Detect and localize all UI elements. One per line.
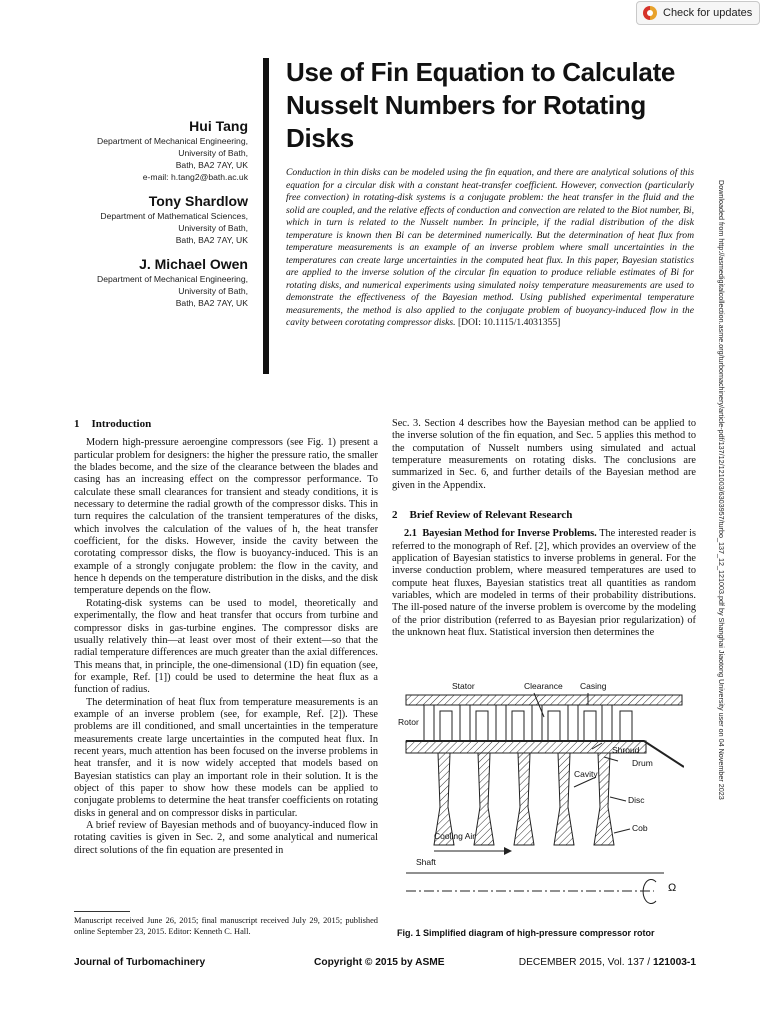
right-column — [392, 418, 696, 640]
figure-1 — [394, 677, 684, 917]
figure-caption: Fig. 1 Simplified diagram of high-pressure compressor rotor — [397, 928, 655, 938]
section-2-heading — [392, 509, 696, 521]
crossmark-icon — [643, 6, 657, 20]
label-stator: Stator — [452, 681, 475, 691]
issue-info — [519, 957, 696, 968]
author-1 — [90, 117, 248, 183]
author-name: J. Michael Owen — [139, 256, 248, 272]
subsection-title: Bayesian Method for Inverse Problems. — [422, 528, 597, 540]
affiliation-line: Department of Mechanical Engineering, — [97, 274, 248, 284]
paragraph — [392, 528, 696, 639]
author-affiliation — [90, 273, 248, 309]
paper-title: Use of Fin Equation to Calculate Nusselt Numbers for Rotating Disks — [286, 57, 676, 153]
paragraph: Rotating-disk systems can be used to model, theoretically and experimentally, the flow and heat transfer that occurs from turbine and compressor disks in gas-turbine engines. The compressor disks are usually relatively thin—at least over most of their extent—so that the radial temperature differences are much greater than the axial differences. This means that, in principle, the one-dimensional (1D) fin equation (see, for example, Ref. [1]) could be used to determine the heat flux as a function of radius. — [74, 597, 378, 696]
compressor-rotor-diagram — [394, 677, 684, 917]
subsection-number: 2.1 — [404, 528, 417, 540]
page-footer — [74, 957, 696, 971]
affiliation-line: University of Bath, — [178, 223, 248, 233]
author-name: Tony Shardlow — [148, 193, 248, 209]
journal-name: Journal of Turbomachinery — [74, 957, 206, 968]
label-cavity: Cavity — [574, 769, 598, 779]
author-3 — [90, 255, 248, 309]
author-affiliation — [90, 210, 248, 246]
doi-link[interactable]: [DOI: 10.1115/1.4031355] — [457, 317, 561, 328]
label-cooling-air: Cooling Air — [434, 831, 476, 841]
affiliation-line: Bath, BA2 7AY, UK — [175, 160, 248, 170]
side-note-text: Downloaded from http://asmedigitalcollection.asme.org/turbomachinery/article-pdf/137/12/121003/6303957/turbo_137_12_121003.pdf by Shanghai Jiaotong University user on 04 November 2023 — [717, 180, 726, 800]
section-number: 1 — [74, 418, 80, 430]
label-cob: Cob — [632, 823, 648, 833]
label-casing: Casing — [580, 681, 607, 691]
subsection-text: The interested reader is referred to the monograph of Ref. [2], which provides an overview of the application of Bayesian statistics to inverse problems in general. For the inverse conduction problem, where measured temperatures are used to compute heat fluxes, Bayesian statistics treat all quantities as random variables, which are modeled in terms of their probability distributions. The ill-posed nature of the inverse problem is overcome by the modeling of the prior distribution (referred to as Bayesian prior regularization) of the unknown heat flux. Statistical inversion then determines the — [392, 528, 697, 639]
label-shroud: Shroud — [612, 745, 640, 755]
copyright: Copyright © 2015 by ASME — [314, 957, 445, 968]
paragraph: Sec. 3. Section 4 describes how the Bayesian method can be applied to the inverse solution of the fin equation, and Sec. 5 applies this method to the computation of Nusselt numbers using simulated and actual temperature measurements on rotating disks. The conclusions are summarized in Sec. 6, and further details of the Bayesian method are given in the Appendix. — [392, 418, 696, 491]
title-rule — [263, 58, 269, 374]
label-rotor: Rotor — [398, 717, 419, 727]
affiliation-line: Bath, BA2 7AY, UK — [175, 235, 248, 245]
author-block — [90, 117, 248, 309]
paragraph: A brief review of Bayesian methods and of buoyancy-induced flow in rotating cavities is given in Sec. 2, and some analytical and numerical direct solutions of the fin equation are presented in — [74, 820, 378, 856]
footnote-rule — [74, 911, 130, 912]
abstract-text: Conduction in thin disks can be modeled using the fin equation, and there are analytical solutions of this equation for a circular disk with a constant heat-transfer coefficient. However, convection (particularly free convection) in rotating-disk systems is a conjugate problem: the heat transfer in the fluid and the solid are coupled, and the relative effects of conduction and convection are related to the Biot number, Bi, which in turn is related to the Nusselt number. In principle, if the radial distribution of the disk temperature is known then Bi can be determined numerically. But the determination of heat flux from temperature measurements is an example of an inverse problem where small uncertainties in the temperatures can create large uncertainties in the computed heat flux. In this paper, Bayesian statistics are applied to the inverse solution of the circular fin equation to produce reliable estimates of Bi for rotating disks, and numerical experiments using simulated noisy temperature measurements are used to demonstrate the effectiveness of the Bayesian method. Using published experimental temperature measurements, the method is also applied to the conjugate problem of buoyancy-induced flow in the cavity between corotating compressor disks. — [286, 167, 694, 328]
affiliation-line: Department of Mathematical Sciences, — [100, 211, 248, 221]
section-number: 2 — [392, 509, 398, 522]
section-title: Brief Review of Relevant Research — [409, 509, 573, 522]
affiliation-line: University of Bath, — [178, 286, 248, 296]
label-shaft: Shaft — [416, 857, 436, 867]
affiliation-line: Bath, BA2 7AY, UK — [175, 298, 248, 308]
author-affiliation — [90, 135, 248, 183]
affiliation-line: Department of Mechanical Engineering, — [97, 136, 248, 146]
section-1-heading — [74, 418, 378, 430]
abstract — [286, 167, 694, 330]
check-for-updates-button[interactable] — [636, 1, 760, 25]
affiliation-line: University of Bath, — [178, 148, 248, 158]
paragraph: The determination of heat flux from temperature measurements is an example of an inverse problem (see, for example, Ref. [2]). These problems are ill conditioned, and small uncertainties in the temperature measurements create large uncertainties in the computed heat flux. In recent years, much attention has been focused on the inverse problems in heat transfer, and it is now widely accepted that models based on Bayesian statistics can play an important role in their solution. It is the object of this paper to show how these models can be applied to conjugate problems to determine the heat transfer coefficients on rotating disks in general and on compressor disks in particular. — [74, 696, 378, 819]
left-column — [74, 418, 378, 857]
label-clearance: Clearance — [524, 681, 563, 691]
label-omega: Ω — [668, 882, 677, 894]
author-name: Hui Tang — [189, 118, 248, 134]
check-for-updates-label: Check for updates — [663, 7, 753, 19]
download-side-note — [714, 180, 728, 1020]
author-2 — [90, 192, 248, 246]
issue-text: DECEMBER 2015, Vol. 137 / — [518, 957, 651, 968]
paragraph: Modern high-pressure aeroengine compressors (see Fig. 1) present a particular problem for designers: the higher the pressure ratio, the smaller the blades become, and the size of the clearance between the blades and casing has an increasing effect on the compressor performance. To calculate these small clearances for transient and steady conditions, it is necessary to determine the radial growth of the compressor disks. This in turn requires the calculation of the transient temperatures of the disks, which involves the calculation of the values of h, the heat transfer coefficient, for the disks. However, inside the cavity between the corotating compressor disks, the flow is buoyancy-induced. This is an example of a strongly conjugate problem: the flow in the cavity, and hence h depends on the temperature distribution in the disks, and the disk temperature depends on the flow. — [74, 437, 378, 597]
label-drum: Drum — [632, 758, 653, 768]
section-title: Introduction — [91, 418, 152, 430]
label-disc: Disc — [628, 795, 645, 805]
author-email-link[interactable]: e-mail: h.tang2@bath.ac.uk — [142, 172, 248, 182]
footnote: Manuscript received June 26, 2015; final manuscript received July 29, 2015; published online September 23, 2015. Editor: Kenneth C. Hall. — [74, 916, 378, 936]
page-number: 121003-1 — [652, 957, 696, 968]
